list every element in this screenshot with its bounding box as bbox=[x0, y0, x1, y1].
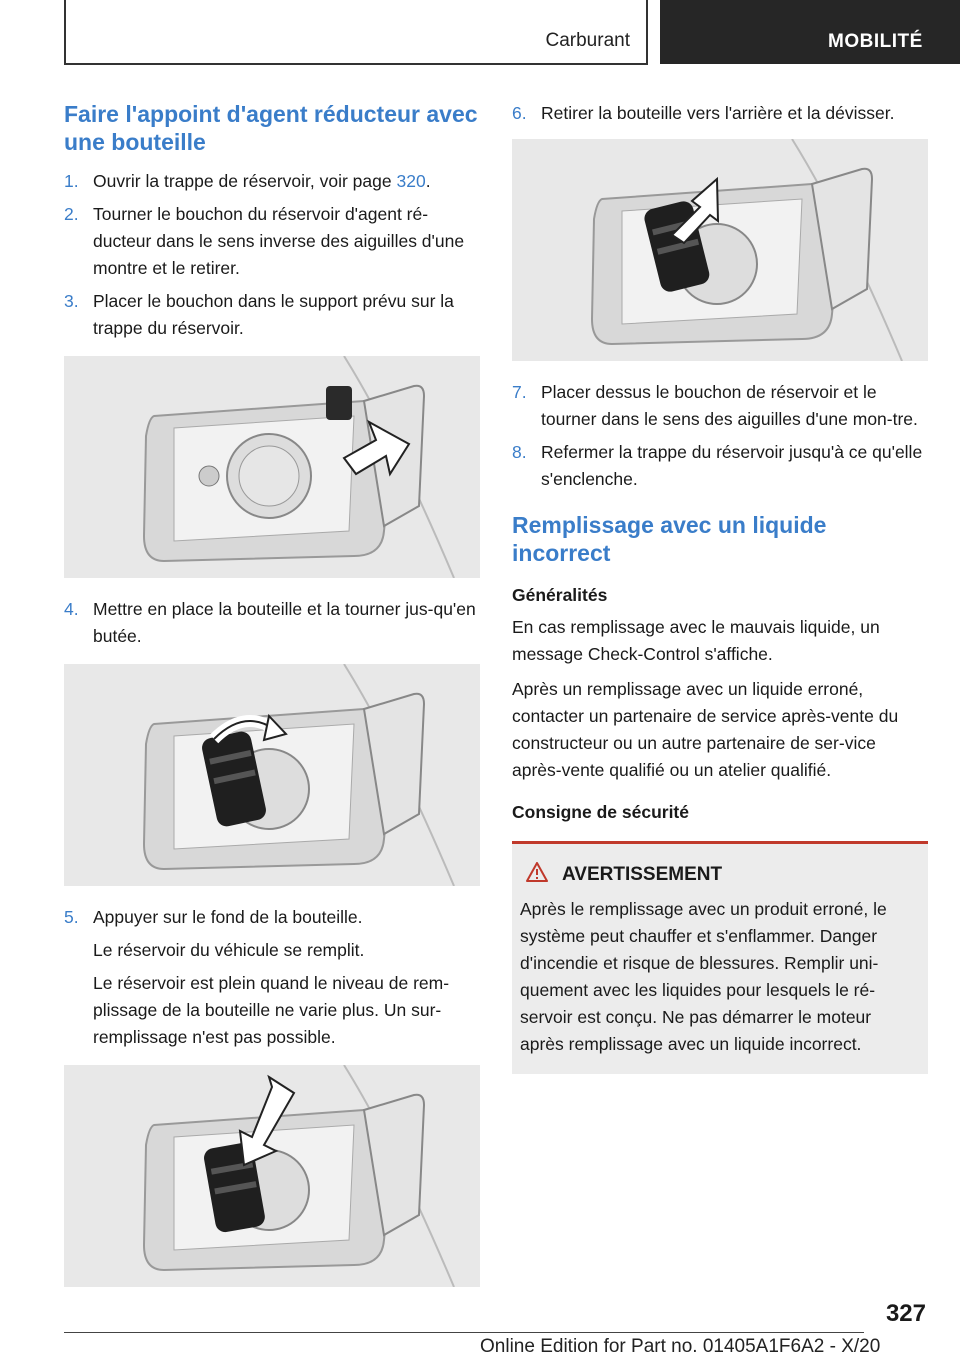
step-text: Ouvrir la trappe de réservoir, voir page 320. bbox=[93, 171, 431, 191]
paragraph-1: En cas remplissage avec le mauvais liquide, un message Check-Control s'affiche. bbox=[512, 617, 880, 664]
warning-text: Après le remplissage avec un produit erroné, le système peut chauffer et s'enflammer. Danger d'incendie et risque de blessures. Remplir uni‐quement avec les liquides pour lesquels le ré‐servoir est conçu. Ne pas démarrer le moteur après remplissage avec un liquide incorrect. bbox=[520, 899, 887, 1054]
section-title: Carburant bbox=[545, 30, 630, 51]
page-link[interactable]: 320 bbox=[396, 171, 426, 191]
step-4 bbox=[64, 596, 480, 650]
subheading-safety: Consigne de sécurité bbox=[512, 802, 689, 822]
illustration-bottle-press bbox=[64, 1065, 480, 1287]
chapter-tab: MOBILITÉ bbox=[660, 0, 960, 64]
footer-edition: Online Edition for Part no. 01405A1F6A2 - X/20 bbox=[480, 1336, 881, 1357]
step-number: 3. bbox=[64, 291, 79, 311]
step-2 bbox=[64, 201, 480, 282]
step-text: Appuyer sur le fond de la bouteille. bbox=[93, 907, 363, 927]
step-number: 8. bbox=[512, 442, 527, 462]
header-left-border bbox=[64, 0, 66, 64]
header-separator bbox=[646, 0, 648, 64]
step-number: 4. bbox=[64, 599, 79, 619]
step-number: 6. bbox=[512, 103, 527, 123]
header-bottom-border bbox=[64, 63, 648, 65]
illustration-cap-holder bbox=[64, 356, 480, 578]
right-column bbox=[512, 100, 928, 1074]
step-number: 2. bbox=[64, 204, 79, 224]
step-5 bbox=[64, 904, 480, 931]
step-number: 5. bbox=[64, 907, 79, 927]
warning-box bbox=[512, 841, 928, 1074]
step-8 bbox=[512, 439, 928, 493]
left-column bbox=[64, 100, 480, 1305]
page-number: 327 bbox=[885, 1300, 926, 1327]
step-number: 1. bbox=[64, 171, 79, 191]
step-5-note-1: Le réservoir du véhicule se remplit. bbox=[93, 940, 365, 960]
footer-rule bbox=[64, 1332, 864, 1333]
warning-label: AVERTISSEMENT bbox=[562, 864, 723, 885]
step-5-note-2: Le réservoir est plein quand le niveau de rem‐plissage de la bouteille ne varie plus. Un sur‐remplissage n'est pas possible. bbox=[93, 973, 450, 1047]
step-text: Retirer la bouteille vers l'arrière et la dévisser. bbox=[541, 103, 895, 123]
step-text: Placer le bouchon dans le support prévu sur la trappe du réservoir. bbox=[93, 291, 454, 338]
step-text: Mettre en place la bouteille et la tourner jus‐qu'en butée. bbox=[93, 599, 476, 646]
warning-header bbox=[520, 862, 918, 888]
subheading-general: Généralités bbox=[512, 585, 608, 605]
step-1 bbox=[64, 168, 480, 195]
warning-triangle-icon bbox=[526, 862, 562, 888]
step-text: Tourner le bouchon du réservoir d'agent ré‐ducteur dans le sens inverse des aiguilles d'une montre et le retirer. bbox=[93, 204, 465, 278]
step-text: Refermer la trappe du réservoir jusqu'à ce qu'elle s'enclenche. bbox=[541, 442, 923, 489]
step-7 bbox=[512, 379, 928, 433]
step-text: Placer dessus le bouchon de réservoir et le tourner dans le sens des aiguilles d'une mon‐tre. bbox=[541, 382, 918, 429]
step-number: 7. bbox=[512, 382, 527, 402]
section-heading-2: Remplissage avec un liquide incorrect bbox=[512, 512, 827, 566]
illustration-bottle-twist bbox=[64, 664, 480, 886]
step-6 bbox=[512, 100, 928, 127]
step-3 bbox=[64, 288, 480, 342]
paragraph-2: Après un remplissage avec un liquide erroné, contacter un partenaire de service après-vente du constructeur ou un autre partenaire de ser‐vice après-vente qualifié ou un atelier qualifié. bbox=[512, 679, 899, 780]
illustration-bottle-remove bbox=[512, 139, 928, 361]
section-heading: Faire l'appoint d'agent réducteur avec une bouteille bbox=[64, 101, 478, 155]
